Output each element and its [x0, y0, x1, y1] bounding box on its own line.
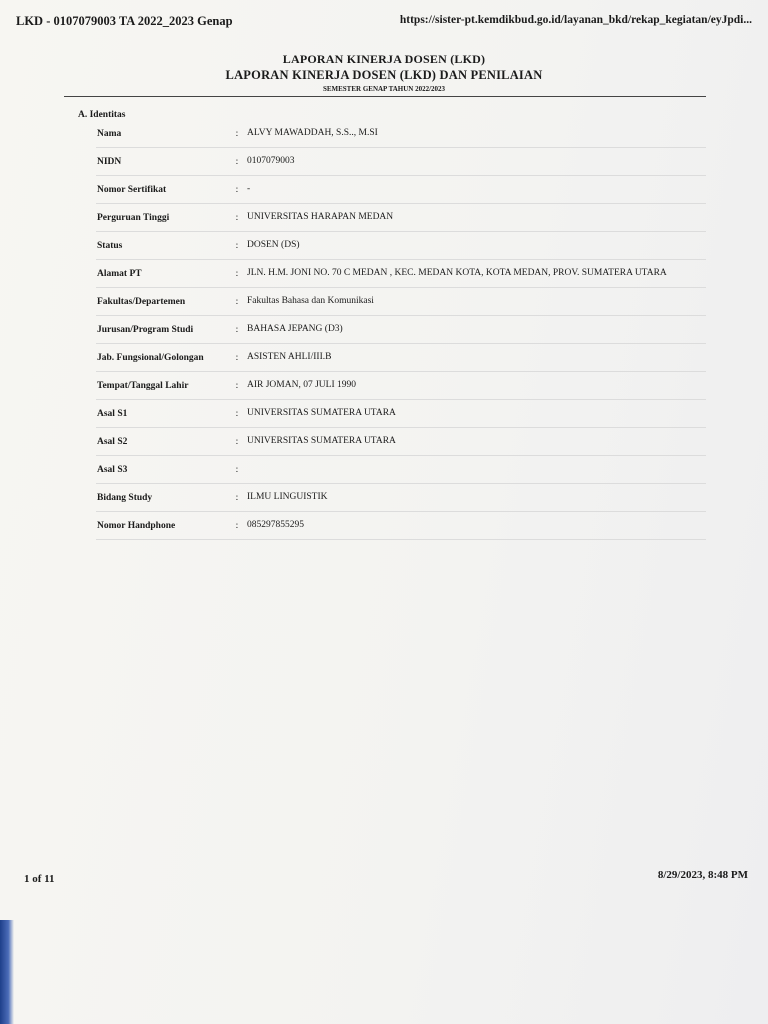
- table-row: [96, 232, 706, 260]
- table-row: [96, 120, 706, 148]
- field-value: BAHASA JEPANG (D3): [246, 316, 706, 344]
- field-label: Bidang Study: [96, 484, 228, 512]
- semester-label: SEMESTER GENAP TAHUN 2022/2023: [322, 85, 446, 93]
- field-value: ALVY MAWADDAH, S.S.., M.SI: [246, 120, 706, 148]
- field-value: AIR JOMAN, 07 JULI 1990: [246, 372, 706, 400]
- table-row: [96, 400, 706, 428]
- field-colon: :: [228, 316, 246, 344]
- field-value: Fakultas Bahasa dan Komunikasi: [246, 288, 706, 316]
- field-value: UNIVERSITAS SUMATERA UTARA: [246, 400, 706, 428]
- field-value: UNIVERSITAS HARAPAN MEDAN: [246, 204, 706, 232]
- field-label: Fakultas/Departemen: [96, 288, 228, 316]
- table-row: [96, 260, 706, 288]
- table-row: [96, 456, 706, 484]
- report-title: LAPORAN KINERJA DOSEN (LKD): [282, 52, 486, 66]
- field-label: Nomor Handphone: [96, 512, 228, 540]
- table-row: [96, 204, 706, 232]
- field-value: ASISTEN AHLI/III.B: [246, 344, 706, 372]
- page-number: 1 of 11: [24, 873, 55, 885]
- header-divider: [64, 96, 706, 97]
- field-label: Nomor Sertifikat: [96, 176, 228, 204]
- field-colon: :: [228, 428, 246, 456]
- field-value: [246, 456, 706, 484]
- section-heading-identitas: A. Identitas: [78, 110, 126, 120]
- field-value: JLN. H.M. JONI NO. 70 C MEDAN , KEC. MEDAN KOTA, KOTA MEDAN, PROV. SUMATERA UTARA: [246, 260, 706, 288]
- report-title-block: [0, 52, 768, 93]
- field-label: Alamat PT: [96, 260, 228, 288]
- field-value: 085297855295: [246, 512, 706, 540]
- field-label: Status: [96, 232, 228, 260]
- field-label: Perguruan Tinggi: [96, 204, 228, 232]
- field-colon: :: [228, 148, 246, 176]
- field-value: UNIVERSITAS SUMATERA UTARA: [246, 428, 706, 456]
- table-row: [96, 344, 706, 372]
- print-header: [16, 14, 752, 36]
- table-row: [96, 512, 706, 540]
- identity-table: [96, 120, 706, 540]
- field-value: -: [246, 176, 706, 204]
- table-row: [96, 148, 706, 176]
- report-subtitle: LAPORAN KINERJA DOSEN (LKD) DAN PENILAIAN: [225, 68, 543, 82]
- field-colon: :: [228, 120, 246, 148]
- field-colon: :: [228, 260, 246, 288]
- field-colon: :: [228, 456, 246, 484]
- field-value: 0107079003: [246, 148, 706, 176]
- field-colon: :: [228, 344, 246, 372]
- scan-edge-shadow: [0, 920, 14, 1024]
- page-url: https://sister-pt.kemdikbud.go.id/layanan_bkd/rekap_kegiatan/eyJpdi...: [399, 14, 752, 26]
- field-label: NIDN: [96, 148, 228, 176]
- print-datetime: 8/29/2023, 8:48 PM: [657, 869, 748, 881]
- field-label: Nama: [96, 120, 228, 148]
- field-colon: :: [228, 512, 246, 540]
- field-label: Asal S1: [96, 400, 228, 428]
- table-row: [96, 484, 706, 512]
- field-label: Asal S2: [96, 428, 228, 456]
- field-colon: :: [228, 372, 246, 400]
- field-colon: :: [228, 288, 246, 316]
- field-colon: :: [228, 176, 246, 204]
- field-colon: :: [228, 204, 246, 232]
- table-row: [96, 316, 706, 344]
- field-colon: :: [228, 400, 246, 428]
- field-colon: :: [228, 232, 246, 260]
- field-colon: :: [228, 484, 246, 512]
- field-label: Jurusan/Program Studi: [96, 316, 228, 344]
- table-row: [96, 288, 706, 316]
- table-row: [96, 428, 706, 456]
- table-row: [96, 372, 706, 400]
- field-label: Asal S3: [96, 456, 228, 484]
- table-row: [96, 176, 706, 204]
- field-label: Jab. Fungsional/Golongan: [96, 344, 228, 372]
- document-title: LKD - 0107079003 TA 2022_2023 Genap: [16, 14, 233, 28]
- field-label: Tempat/Tanggal Lahir: [96, 372, 228, 400]
- field-value: ILMU LINGUISTIK: [246, 484, 706, 512]
- field-value: DOSEN (DS): [246, 232, 706, 260]
